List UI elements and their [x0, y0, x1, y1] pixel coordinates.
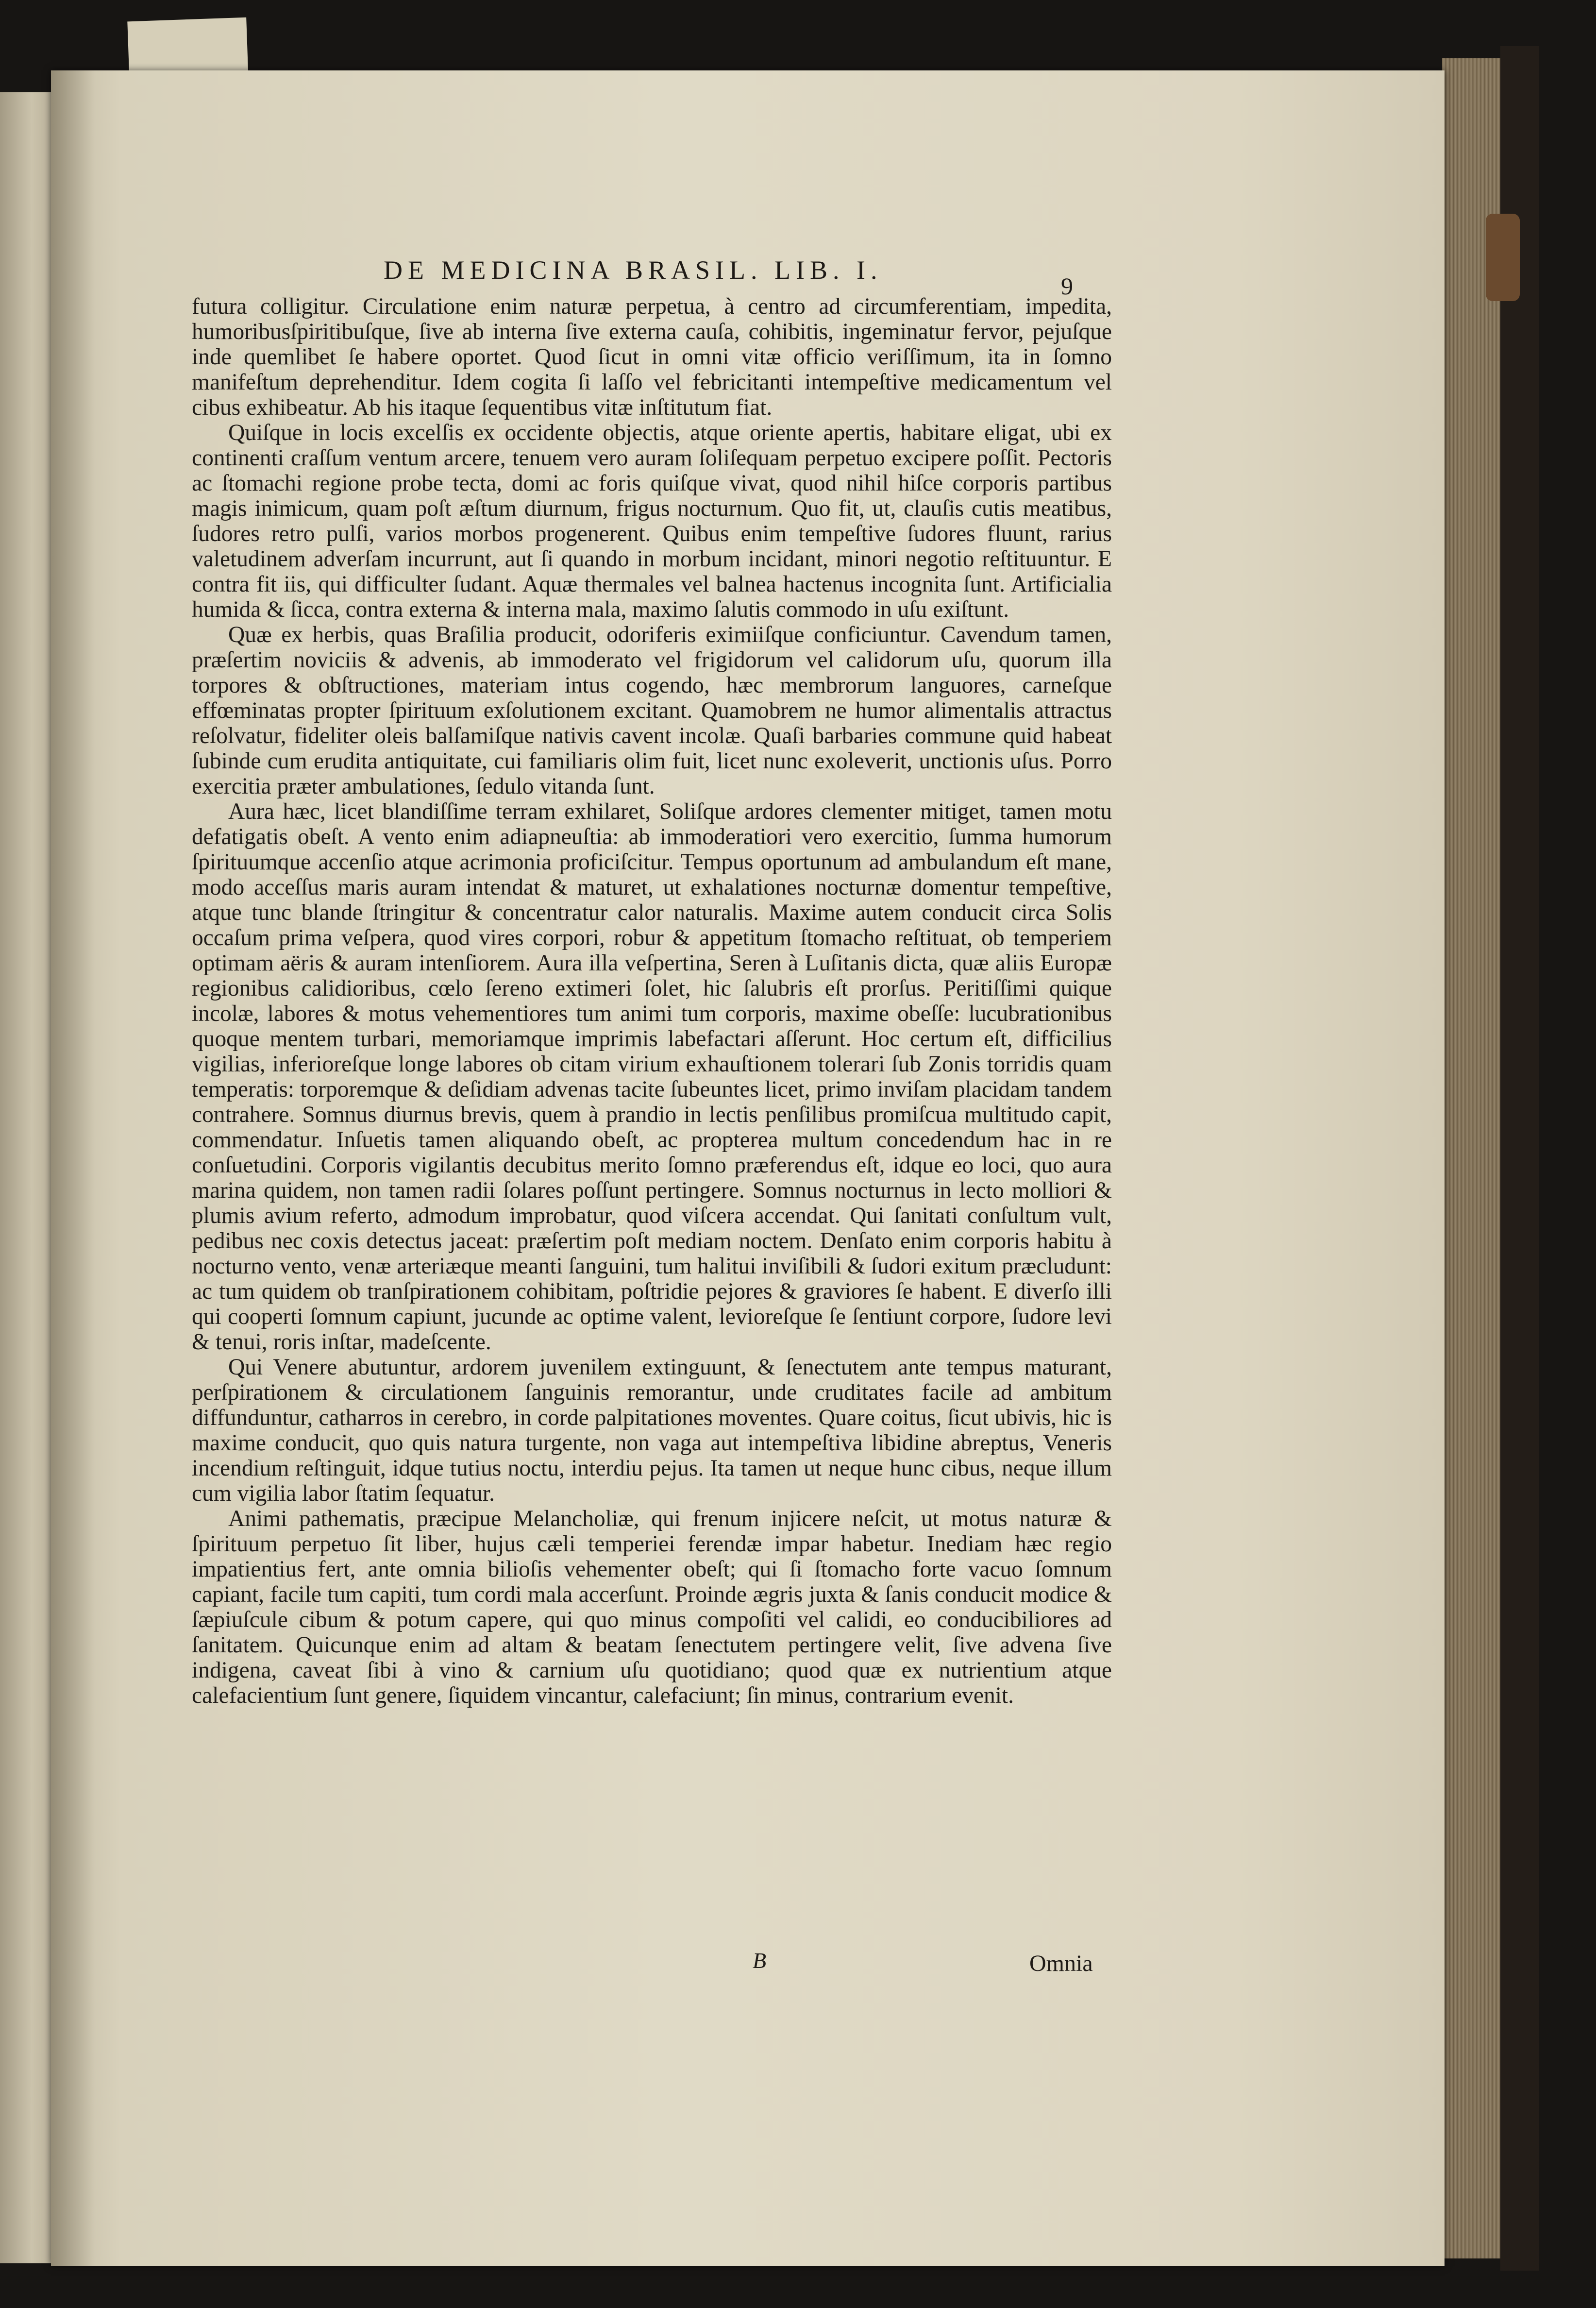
paragraph: futura colligitur. Circulatione enim naturæ perpetua, à centro ad circumferentiam, impedita, humoribusſpiritibuſque, ſive ab interna ſive externa cauſa, cohibitis, ingeminatur fervor, pejuſque inde quemlibet ſe habere oportet. Quod ſicut in omni vitæ officio veriſſimum, ita in ſomno manifeſtum deprehenditur. Idem cogita ſi laſſo vel febricitanti intempeſtive medicamentum vel cibus exhibeatur. Ab his itaque ſequentibus vitæ inſtitutum fiat.: [192, 294, 1112, 420]
page-number: 9: [1061, 272, 1073, 300]
binding-tie: [1486, 214, 1520, 301]
body-text: [192, 294, 1112, 1708]
paragraph: Animi pathematis, præcipue Melancholiæ, qui frenum injicere neſcit, ut motus naturæ & ſpirituum perpetuo ſit liber, hujus cæli temperiei ferendæ impar habetur. Inediam hæc regio impatientius fert, ante omnia bilioſis vehementer obeſt; qui ſi ſtomacho forte vacuo ſomnum capiant, facile tum capiti, tum cordi mala accerſunt. Proinde ægris juxta & ſanis conducit modice & ſæpiuſcule cibum & potum capere, qui quo minus compoſiti vel calidi, eo conducibiliores ad ſanitatem. Quicunque enim ad altam & beatam ſenectutem pertingere velit, ſive advena ſive indigena, caveat ſibi à vino & carnium uſu quotidiano; quod quæ ex nutrientium atque calefacientium ſunt genere, ſiquidem vincantur, calefaciunt; ſin minus, contrarium evenit.: [192, 1506, 1112, 1708]
paragraph: Aura hæc, licet blandiſſime terram exhilaret, Soliſque ardores clementer mitiget, tamen motu defatigatis obeſt. A vento enim adiapneuſtia: ab immoderatiori vero exercitio, ſumma humorum ſpirituumque accenſio atque acrimonia proficiſcitur. Tempus oportunum ad ambulandum eſt mane, modo acceſſus maris auram intendat & maturet, ut exhalationes nocturnæ domentur tempeſtive, atque tunc blande ſtringitur & concentratur calor naturalis. Maxime autem conducit circa Solis occaſum prima veſpera, quod vires corpori, robur & appetitum ſtomacho reſtituat, ob temperiem optimam aëris & auram intenſiorem. Aura illa veſpertina, Seren à Luſitanis dicta, quæ aliis Europæ regionibus calidioribus, cœlo ſereno extimeri ſolet, hic ſalubris eſt prorſus. Peritiſſimi quique incolæ, labores & motus vehementiores tum animi tum corporis, maxime obeſſe: lucubrationibus quoque mentem turbari, memoriamque imprimis labefactari aſſerunt. Hoc certum eſt, difficilius vigilias, inferioreſque longe labores ob citam virium exhauſtionem tolerari ſub Zonis torridis quam temperatis: torporemque & deſidiam advenas tacite ſubeuntes licet, primo inviſam placidam tandem contrahere. Somnus diurnus brevis, quem à prandio in lectis penſilibus promiſcua multitudo capit, commendatur. Inſuetis tamen aliquando obeſt, ac propterea multum concedendum hac in re conſuetudini. Corporis vigilantis decubitus merito ſomno præferendus eſt, idque eo loci, quo aura marina quidem, non tamen radii ſolares poſſunt pertingere. Somnus nocturnus in lecto molliori & plumis avium referto, admodum improbatur, quod viſcera accendat. Qui ſanitati conſultum vult, pedibus nec coxis detectus jaceat: præſertim poſt mediam noctem. Denſato enim corporis habitu à nocturno vento, venæ arteriæque meanti ſanguini, tum halitui inviſibili & ſudori exitum præcludunt: ac tum quidem ob tranſpirationem cohibitam, poſtridie pejores & graviores ſe habent. E diverſo illi qui cooperti ſomnum capiunt, jucunde ac optime valent, levioreſque ſe ſentiunt corpore, ſudore levi & tenui, roris inſtar, madeſcente.: [192, 799, 1112, 1355]
gutter-shadow: [51, 70, 95, 2266]
paragraph: Quæ ex herbis, quas Braſilia producit, odoriferis eximiiſque conficiuntur. Cavendum tamen, præſertim noviciis & advenis, ab immoderato vel frigidorum vel calidorum uſu, quorum illa torpores & obſtructiones, materiam intus cogendo, hæc membrorum languores, carneſque effœminatas propter ſpirituum exſolutionem excitant. Quamobrem ne humor alimentalis attractus reſolvatur, fideliter oleis balſamiſque nativis cavent incolæ. Quaſi barbaries commune quid habeat ſubinde cum erudita antiquitate, cui familiaris olim fuit, licet nunc exoleverit, unctionis uſus. Porro exercitia præter ambulationes, ſedulo vitanda ſunt.: [192, 622, 1112, 799]
signature-mark: B: [753, 1948, 767, 1973]
book-cover-edge: [1500, 46, 1539, 2271]
catchword: Omnia: [1029, 1951, 1093, 1976]
running-title: DE MEDICINA BRASIL. LIB. I.: [384, 255, 883, 285]
paragraph: Quiſque in locis excelſis ex occidente objectis, atque oriente apertis, habitare eligat, ubi ex continenti craſſum ventum arcere, tenuem vero auram ſoliſequam perpetuo excipere poſſit. Pectoris ac ſtomachi regione probe tecta, domi ac foris quiſque vivat, quod nihil hiſce corporis partibus magis inimicum, quam poſt æſtum diurnum, frigus nocturnum. Quo fit, ut, clauſis cutis meatibus, ſudores retro pulſi, varios morbos progenerent. Quibus enim tempeſtive ſudores fluunt, rarius valetudinem adverſam incurrunt, aut ſi quando in morbum incidant, minori negotio reſtituuntur. E contra fit iis, qui difficulter ſudant. Aquæ thermales vel balnea hactenus incognita ſunt. Artificialia humida & ſicca, contra externa & interna mala, maximo ſalutis commodo in uſu exiſtunt.: [192, 420, 1112, 622]
facing-page-edge: [0, 92, 57, 2263]
paragraph: Qui Venere abutuntur, ardorem juvenilem extinguunt, & ſenectutem ante tempus maturant, perſpirationem & circulationem ſanguinis remorantur, unde cruditates facile ad ambitum diffunduntur, catharros in cerebro, in corde palpitationes moventes. Quare coitus, ſicut ubivis, hic is maxime conducit, quo quis natura turgente, non vaga aut intempeſtiva libidine abreptus, Veneris incendium reſtinguit, idque tutius noctu, interdiu pejus. Ita tamen ut neque hunc cibus, neque illum cum vigilia labor ſtatim ſequatur.: [192, 1355, 1112, 1506]
page-block-edges: [1442, 58, 1500, 2258]
